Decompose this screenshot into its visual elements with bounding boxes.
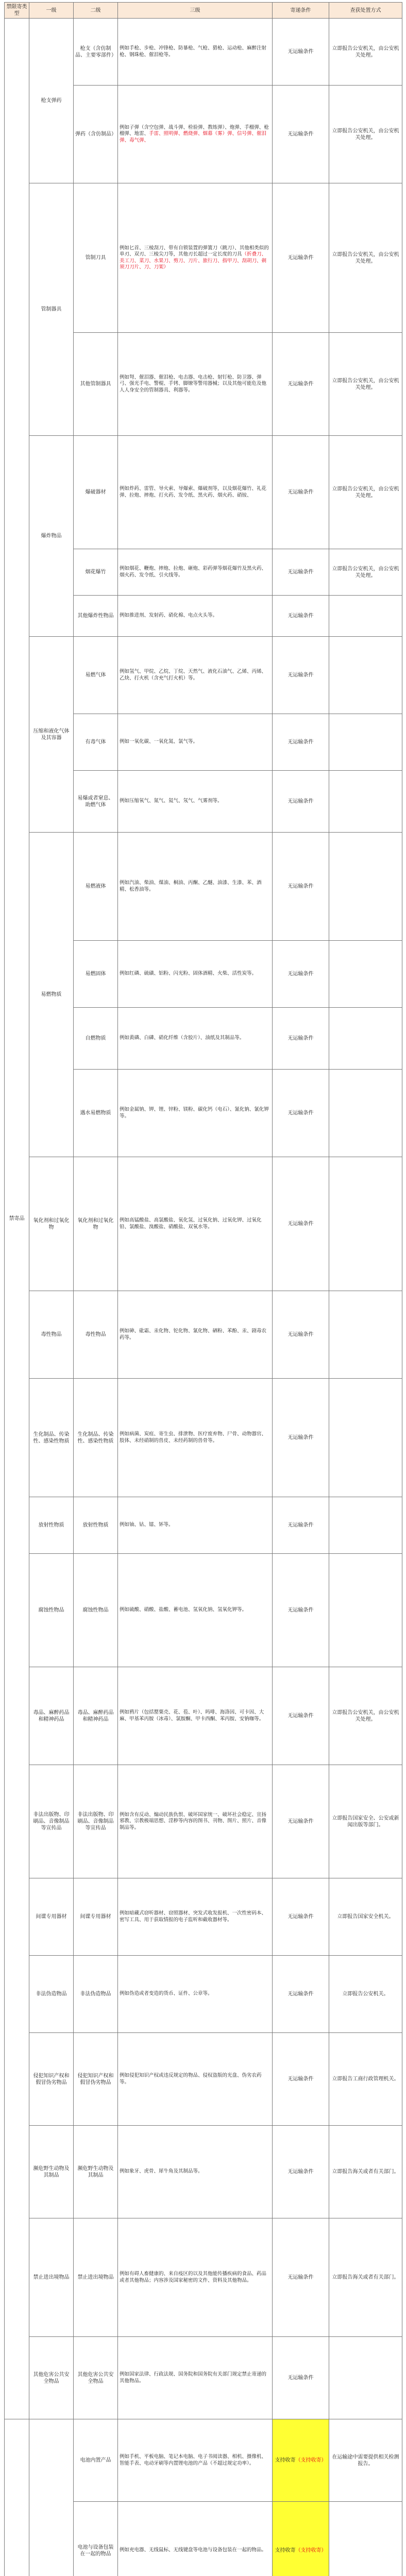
header-l3: 三级: [118, 3, 273, 19]
processing-cell: 立即报告公安机关，由公安机关处理。: [329, 333, 402, 436]
processing-cell: 立即报告公安机关，由公安机关处理。: [329, 19, 402, 86]
examples-text: 例如侵犯知识产权或违反规定的物品、侵权盗版的光盘、伪劣农药等。: [120, 2073, 262, 2085]
processing-cell: [329, 1554, 402, 1667]
level2-cell: 易燃液体: [74, 833, 118, 941]
level1-cell: 枪支弹药: [29, 19, 74, 183]
examples-cell: [118, 1497, 273, 1554]
category-cell: [5, 2419, 29, 2576]
processing-cell: [329, 833, 402, 941]
examples-text: 例如推进剂、发射药、硝化棉、电点火头等。: [120, 613, 218, 619]
requirement-text: 无运输条件: [287, 613, 314, 619]
examples-cell: [118, 86, 273, 183]
requirement-cell: [273, 2033, 329, 2126]
level2-cell: 电池内置产品: [74, 2419, 118, 2502]
requirement-cell: [273, 436, 329, 549]
processing-cell: 立即报告国家安全、公安或新闻出版等部门。: [329, 1765, 402, 1878]
processing-cell: [329, 1291, 402, 1379]
processing-cell: 立即报告公安机关，由公安机关处理。: [329, 86, 402, 183]
requirement-text: 无运输条件: [287, 1713, 314, 1719]
examples-cell: [118, 1291, 273, 1379]
examples-cell: [118, 183, 273, 333]
examples-text: 例如暗藏式窃听器材、窃照器材、突发式收发报机、一次性密码本、密写工具、用于获取情报的电子监听和截收器材等。: [120, 1910, 267, 1923]
requirement-text: 无运输条件: [287, 1522, 314, 1528]
processing-cell: 在运输途中需要提供相关检测报告。: [329, 2419, 402, 2502]
level1-cell: 毒品、麻醉药品和精神药品: [29, 1667, 74, 1765]
processing-cell: [329, 771, 402, 833]
examples-text: 例如含有反动、煽动民族仇恨、破坏国家统一、破坏社会稳定、宣扬邪教、宗教极端思想、淫秽等内容的图书、刊物、图片、照片、音像制品等。: [120, 1811, 267, 1831]
level2-cell: 毒品、麻醉药品和精神药品: [74, 1667, 118, 1765]
table-row: [5, 2337, 402, 2419]
level2-cell: 易爆或者窒息、助燃气体: [74, 771, 118, 833]
level2-cell: 有毒气体: [74, 714, 118, 771]
level1-cell: 压缩和液化气体及其容器: [29, 637, 74, 833]
examples-text: 例如象牙、虎骨、犀牛角及其制品等。: [120, 2168, 203, 2175]
requirement-text: 无运输条件: [287, 1332, 314, 1337]
examples-cell: [118, 1878, 273, 1956]
requirement-cell: [273, 833, 329, 941]
requirement-cell: [273, 1878, 329, 1956]
requirement-text: 无运输条件: [287, 672, 314, 678]
requirement-cell: [273, 333, 329, 436]
level2-cell: 腐蚀性物品: [74, 1554, 118, 1667]
requirement-note: （支持收寄）: [295, 2458, 327, 2463]
examples-text: 例如手机、平板电脑、笔记本电脑、电子书阅读器、相机、摄像机、智能手表、电动牙刷等内置锂电池的产品（不超过规定功率）。: [120, 2454, 267, 2466]
level2-cell: 电池与设备包装在一起的物品: [74, 2502, 118, 2576]
examples-text: 例如鸦片（包括罂粟壳、花、苞、叶）、吗啡、海洛因、可卡因、大麻、甲基苯丙胺（冰毒）、氯胺酮、甲卡西酮、苯丙胺、安钠咖等。: [120, 1709, 264, 1722]
level2-cell: 非法出版物、印刷品、音像制品等宣传品: [74, 1765, 118, 1878]
level2-cell: 侵犯知识产权和假冒伪劣物品: [74, 2033, 118, 2126]
level2-cell: 枪支（含仿制品、主要零部件）: [74, 19, 118, 86]
processing-cell: 立即报告公安机关，由公安机关处理。: [329, 1667, 402, 1765]
examples-text: 例如有碍人畜健康的、来自疫区的以及其他能传播疾病的食品、药品或者其他物品；内容涉及国家秘密的文件、资料及其他物品。: [120, 2271, 267, 2283]
processing-cell: [329, 1379, 402, 1497]
requirement-cell: [273, 1008, 329, 1070]
examples-text: 例如高锰酸盐、高氯酸盐、氧化氢、过氧化钠、过氧化钾、过氧化铅、氯酸盐、溴酸盐、硝酸盐、双氧水等。: [120, 1217, 262, 1230]
processing-cell: 立即报告公安机关，由公安机关处理。: [329, 436, 402, 549]
requirement-text: 无运输条件: [287, 2169, 314, 2175]
requirement-text: 无运输条件: [287, 49, 314, 55]
level2-cell: 禁止进出境物品: [74, 2218, 118, 2337]
requirement-cell: [273, 1956, 329, 2033]
requirement-text: 支持收寄: [275, 2458, 296, 2463]
level2-cell: 管制刀具: [74, 183, 118, 333]
processing-cell: [329, 1070, 402, 1157]
requirement-text: 无运输条件: [287, 1036, 314, 1041]
requirement-text: 无运输条件: [287, 1221, 314, 1227]
level1-cell: 禁止进出境物品: [29, 2218, 74, 2337]
level1-cell: 生化制品、传染性、感染性物质: [29, 1379, 74, 1497]
requirement-note: （支持收寄）: [295, 2548, 327, 2553]
level1-cell: 非法出版物、印刷品、音像制品等宣传品: [29, 1765, 74, 1878]
table-row: [5, 1667, 402, 1765]
requirement-cell: [273, 771, 329, 833]
table-row: [5, 1878, 402, 1956]
level2-cell: 非法伪造物品: [74, 1956, 118, 2033]
processing-cell: [329, 1008, 402, 1070]
examples-cell: [118, 2033, 273, 2126]
requirement-text: 无运输条件: [287, 971, 314, 977]
requirement-cell: [273, 1291, 329, 1379]
level1-cell: 管制器具: [29, 183, 74, 436]
level2-cell: 生化制品、传染性、感染性物质: [74, 1379, 118, 1497]
table-row: [5, 2218, 402, 2337]
examples-cell: [118, 637, 273, 714]
requirement-text: 无运输条件: [287, 131, 314, 137]
table-row: [5, 2033, 402, 2126]
table-row: [5, 2126, 402, 2218]
level2-cell: 其他爆炸性物品: [74, 596, 118, 637]
requirement-text: 无运输条件: [287, 2076, 314, 2082]
requirement-cell: [273, 183, 329, 333]
level1-cell: 易燃物质: [29, 833, 74, 1157]
requirement-text: 无运输条件: [287, 489, 314, 495]
requirement-text: 无运输条件: [287, 569, 314, 575]
table-row: [5, 1157, 402, 1291]
examples-cell: [118, 833, 273, 941]
examples-text: 例如压缩氧气、氮气、氦气、氖气、气雾剂等。: [120, 798, 223, 804]
examples-cell: [118, 2337, 273, 2419]
examples-text: 例如烟花、鞭炮、摔炮、拉炮、砸炮、彩药弹等烟花爆竹及黑火药、烟火药、发令纸、引火线等。: [120, 566, 267, 578]
examples-text: 例如炸药、雷管、导火索、导爆索、爆破剂等，以及烟花爆竹、礼花弹、拉炮、摔炮、打火药、发令纸、黑火药、烟火药、硝铵、: [120, 486, 267, 498]
examples-red-text: （折叠刀、美工刀、菜刀、水果刀、剪刀、刀片、旅行刀、指甲刀、刮胡刀、剃须刀刀片、刀、刀架）: [120, 251, 267, 270]
processing-cell: [329, 637, 402, 714]
examples-text: 例如手枪、步枪、冲锋枪、防暴枪、气枪、猎枪、运动枪、麻醉注射枪、钢珠枪、催泪枪等。: [120, 45, 267, 58]
examples-cell: [118, 436, 273, 549]
level2-cell: 其他管制器具: [74, 333, 118, 436]
examples-text: 例如子弹（含空包弹、战斗弹、检验弹、教练弹）、炮弹、手榴弹、枪榴弹、地雷、: [120, 124, 269, 137]
examples-cell: [118, 714, 273, 771]
table-row: [5, 2419, 402, 2502]
processing-cell: [329, 941, 402, 1008]
examples-text: 例如金属钠、钾、锂、锌粉、镁粉、碳化钙（电石）、氰化钠、氰化钾等。: [120, 1107, 269, 1119]
level1-cell: 其他危害公共安全物品: [29, 2337, 74, 2419]
level2-cell: 易燃固体: [74, 941, 118, 1008]
requirement-text: 无运输条件: [287, 381, 314, 387]
level2-cell: 毒性物品: [74, 1291, 118, 1379]
header-row: [5, 3, 402, 19]
requirement-text: 无运输条件: [287, 2275, 314, 2280]
requirement-text: 无运输条件: [287, 799, 314, 804]
processing-cell: 立即报告海关或者有关部门。: [329, 2218, 402, 2337]
examples-text: 例如匕首、三棱刮刀、带有自锁装置的弹簧刀（跳刀）、其他相类似的单刃、双刃、三棱尖刀等，其他刃长超过一定长度的刀具: [120, 245, 269, 257]
requirement-cell: [273, 714, 329, 771]
level1-cell: 放射性物质: [29, 1497, 74, 1554]
table-row: [5, 1291, 402, 1379]
table-row: [5, 833, 402, 941]
requirement-text: 无运输条件: [287, 1991, 314, 1997]
category-cell: 禁寄品: [5, 19, 29, 2419]
requirement-cell: [273, 2218, 329, 2337]
level2-cell: 爆破器材: [74, 436, 118, 549]
requirement-cell: [273, 941, 329, 1008]
requirement-text: 无运输条件: [287, 2375, 314, 2381]
examples-cell: [118, 596, 273, 637]
level2-cell: 烟花爆竹: [74, 549, 118, 596]
examples-cell: [118, 19, 273, 86]
table-row: [5, 1379, 402, 1497]
processing-cell: [329, 1157, 402, 1291]
header-req: 寄递条件: [273, 3, 329, 19]
level1-cell: 氧化剂和过氧化物: [29, 1157, 74, 1291]
requirement-text: 无运输条件: [287, 1110, 314, 1116]
table-row: [5, 436, 402, 549]
examples-text: 例如伪造或者变造的货币、证件、公章等。: [120, 1991, 213, 1997]
processing-cell: 立即报告工商行政管理机关。: [329, 2033, 402, 2126]
examples-cell: [118, 1765, 273, 1878]
level2-cell: 间谍专用器材: [74, 1878, 118, 1956]
level1-cell: [29, 2419, 74, 2576]
examples-text: 例如弩、催泪器、催泪枪、电击器、电击枪、射钉枪、防卫器、弹弓、强光手电、警棍、手铐、脚镣等警用器械；以及其他可能危及他人人身安全的管制器具、利器等。: [120, 374, 267, 393]
examples-text: 例如砷、砒霜、汞化物、铊化物、氰化物、硒粉、苯酚、汞、剧毒农药等。: [120, 1328, 267, 1341]
requirement-cell: [273, 637, 329, 714]
examples-cell: [118, 2126, 273, 2218]
table-body: [5, 19, 402, 2576]
processing-cell: 立即报告公安机关，由公安机关处理。: [329, 183, 402, 333]
requirement-text: 无运输条件: [287, 1607, 314, 1613]
header-l2: 二级: [74, 3, 118, 19]
examples-cell: [118, 1667, 273, 1765]
examples-cell: [118, 2218, 273, 2337]
examples-cell: [118, 1379, 273, 1497]
level2-cell: 自燃物质: [74, 1008, 118, 1070]
examples-text: 例如充电器、无线鼠标、无线键盘等电池与设备包装在一起的物品。: [120, 2547, 267, 2553]
examples-text: 例如氢气、甲烷、乙烷、丁烷、天然气、液化石油气、乙烯、丙烯、乙炔、打火机（含充气打火机）等。: [120, 669, 267, 681]
table-row: [5, 637, 402, 714]
table-row: [5, 1765, 402, 1878]
requirement-text: 无运输条件: [287, 884, 314, 889]
level2-cell: 放射性物质: [74, 1497, 118, 1554]
level1-cell: 非法伪造物品: [29, 1956, 74, 2033]
level1-cell: 间谍专用器材: [29, 1878, 74, 1956]
processing-cell: [329, 596, 402, 637]
requirement-text: 无运输条件: [287, 255, 314, 261]
examples-text: 例如红磷、硫磺、铝粉、闪光粉、固体酒精、火柴、活性炭等。: [120, 971, 257, 977]
examples-cell: [118, 941, 273, 1008]
processing-cell: [329, 2337, 402, 2419]
examples-text: 例如硫酸、硝酸、盐酸、蓄电池、氢氧化钠、氢氧化钾等。: [120, 1607, 247, 1613]
table-row: [5, 183, 402, 333]
requirement-text: 无运输条件: [287, 1435, 314, 1440]
level2-cell: 易燃气体: [74, 637, 118, 714]
examples-text: 例如汽油、柴油、煤油、桐油、丙酮、乙醚、油漆、生漆、苯、酒精、松香油等。: [120, 880, 262, 892]
requirement-cell: [273, 1765, 329, 1878]
level1-cell: 侵犯知识产权和假冒伪劣物品: [29, 2033, 74, 2126]
requirement-cell: [273, 1157, 329, 1291]
examples-text: 例如病菌、炭疽、寄生虫、排泄物、医疗废弃物、尸骨、动物器官、肢体、未经硝制的兽皮、未经药制的兽骨等。: [120, 1431, 267, 1444]
level2-cell: 氧化剂和过氧化物: [74, 1157, 118, 1291]
processing-cell: 立即报告海关或者有关部门。: [329, 2126, 402, 2218]
level2-cell: 遇水易燃物质: [74, 1070, 118, 1157]
processing-cell: [329, 1497, 402, 1554]
table-row: [5, 1497, 402, 1554]
requirement-text: 无运输条件: [287, 1914, 314, 1920]
requirement-text: 支持收寄: [275, 2548, 296, 2553]
header-cat: 禁限寄类型: [5, 3, 29, 19]
processing-cell: [329, 714, 402, 771]
requirement-cell: [273, 86, 329, 183]
examples-cell: [118, 2419, 273, 2502]
requirement-text: 无运输条件: [287, 739, 314, 745]
requirement-cell: [273, 2502, 329, 2576]
examples-red-text: 手雷、照明弹、燃烧弹、烟幕（雾）弹、信号弹、催泪弹、毒气弹、: [120, 131, 267, 143]
level2-cell: 其他危害公共安全物品: [74, 2337, 118, 2419]
table-row: [5, 19, 402, 86]
requirement-cell: [273, 596, 329, 637]
examples-cell: [118, 771, 273, 833]
examples-cell: [118, 2502, 273, 2576]
requirement-cell: [273, 19, 329, 86]
examples-text: 例如黄磷、白磷、硝化纤维（含胶片）、油纸及其制品等。: [120, 1035, 245, 1041]
examples-cell: [118, 1008, 273, 1070]
table-row: [5, 1956, 402, 2033]
level1-cell: 腐蚀性物品: [29, 1554, 74, 1667]
requirement-cell: [273, 2337, 329, 2419]
processing-cell: 立即报告公安机关，由公安机关处理。: [329, 549, 402, 596]
requirement-cell: [273, 2419, 329, 2502]
examples-text: 例如一氧化碳、一氧化氮、氯气等。: [120, 739, 198, 745]
requirement-cell: [273, 1667, 329, 1765]
header-l1: 一级: [29, 3, 74, 19]
examples-cell: [118, 1070, 273, 1157]
requirement-cell: [273, 2126, 329, 2218]
requirement-cell: [273, 1554, 329, 1667]
requirement-cell: [273, 549, 329, 596]
processing-cell: 立即报告国家安全机关。: [329, 1878, 402, 1956]
requirement-cell: [273, 1070, 329, 1157]
prohibited-items-table: [4, 2, 402, 2576]
examples-cell: [118, 1956, 273, 2033]
examples-cell: [118, 549, 273, 596]
level2-cell: 濒危野生动物及其制品: [74, 2126, 118, 2218]
requirement-cell: [273, 1379, 329, 1497]
level1-cell: 濒危野生动物及其制品: [29, 2126, 74, 2218]
table-row: [5, 1554, 402, 1667]
requirement-cell: [273, 1497, 329, 1554]
examples-cell: [118, 333, 273, 436]
level2-cell: 弹药（含仿制品）: [74, 86, 118, 183]
processing-cell: 立即报告公安机关。: [329, 1956, 402, 2033]
examples-text: 例如国家法律、行政法规、国务院和国务院有关部门规定禁止寄递的其他物品。: [120, 2371, 267, 2384]
level1-cell: 爆炸物品: [29, 436, 74, 637]
examples-cell: [118, 1157, 273, 1291]
examples-cell: [118, 1554, 273, 1667]
header-proc: 查获处置方式: [329, 3, 402, 19]
processing-cell: [329, 2502, 402, 2576]
examples-text: 例如铀、钴、镭、钚等。: [120, 1522, 174, 1528]
requirement-text: 无运输条件: [287, 1819, 314, 1824]
level1-cell: 毒性物品: [29, 1291, 74, 1379]
